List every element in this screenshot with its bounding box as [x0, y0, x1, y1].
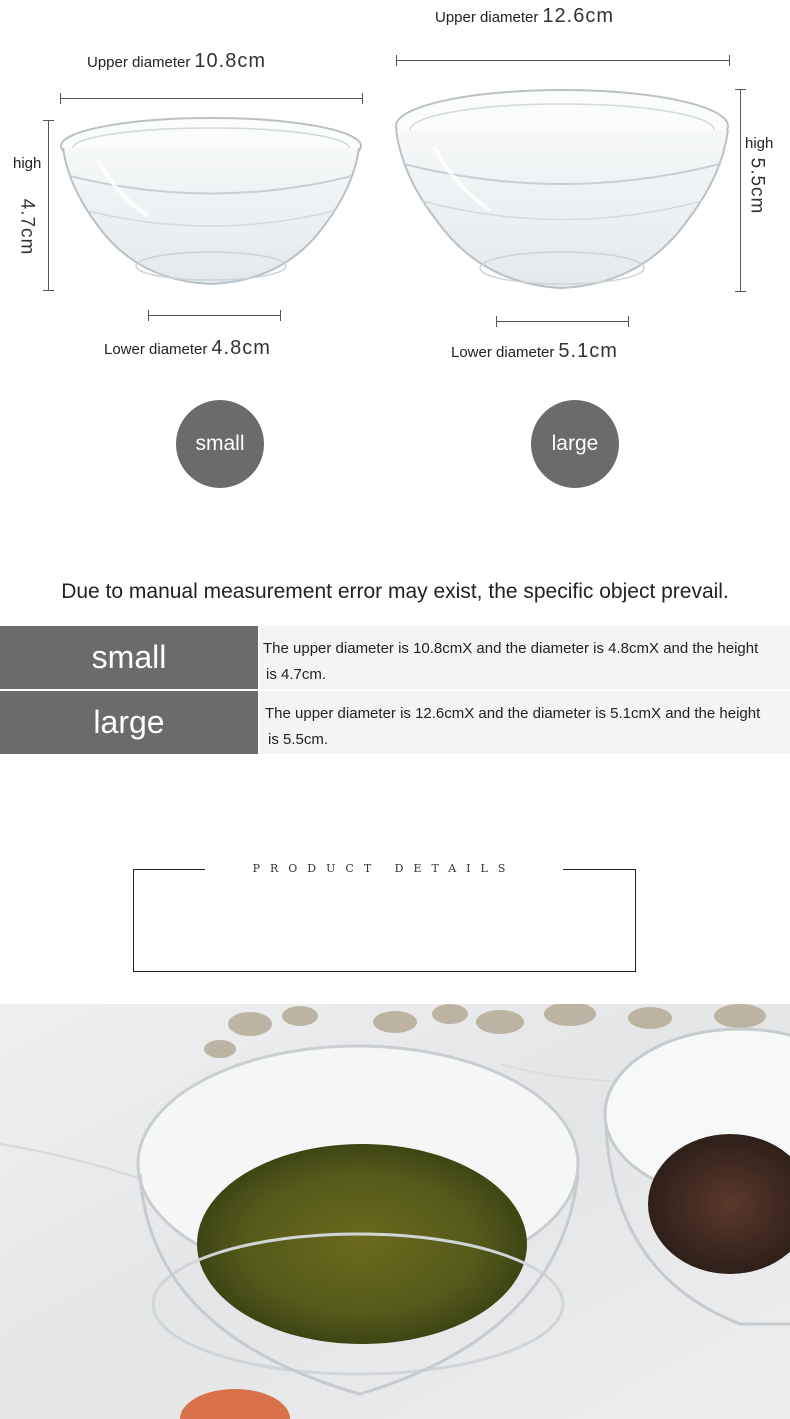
small-height-value: 4.7cm: [16, 198, 38, 256]
product-photo-illustration: [0, 1004, 790, 1419]
spec-row-desc: The upper diameter is 12.6cmX and the diameter is 5.1cmX and the height is 5.5cm.: [259, 691, 790, 754]
large-size-badge: large: [531, 400, 619, 488]
measurement-note: Due to manual measurement error may exist, the specific object prevail.: [61, 580, 729, 603]
large-upper-diameter-line: [396, 60, 730, 61]
small-height-line: [48, 120, 49, 291]
spec-row-name: small: [0, 626, 258, 689]
small-upper-diameter-label: Upper diameter 10.8cm: [87, 50, 266, 72]
large-height-value: 5.5cm: [746, 157, 768, 215]
small-lower-diameter-line: [148, 315, 281, 316]
large-lower-diameter-label: Lower diameter 5.1cm: [451, 340, 618, 362]
large-upper-diameter-label: Upper diameter 12.6cm: [435, 5, 614, 27]
small-size-badge: small: [176, 400, 264, 488]
spec-row-large: [0, 691, 790, 754]
large-lower-diameter-line: [496, 321, 629, 322]
small-lower-diameter-label: Lower diameter 4.8cm: [104, 337, 271, 359]
large-bowl-illustration: [392, 86, 734, 296]
spec-row-desc: The upper diameter is 10.8cmX and the diameter is 4.8cmX and the height is 4.7cm.: [259, 626, 790, 689]
small-height-label: high: [13, 155, 42, 172]
small-bowl-illustration: [58, 116, 368, 296]
product-photo: [0, 1004, 790, 1419]
small-upper-diameter-line: [60, 98, 363, 99]
spec-row-name: large: [0, 691, 258, 754]
product-details-title: PRODUCT DETAILS: [252, 862, 516, 875]
large-height-label: high: [745, 135, 774, 152]
product-details-frame: [133, 869, 636, 972]
spec-row-small: [0, 626, 790, 689]
large-height-line: [740, 89, 741, 292]
